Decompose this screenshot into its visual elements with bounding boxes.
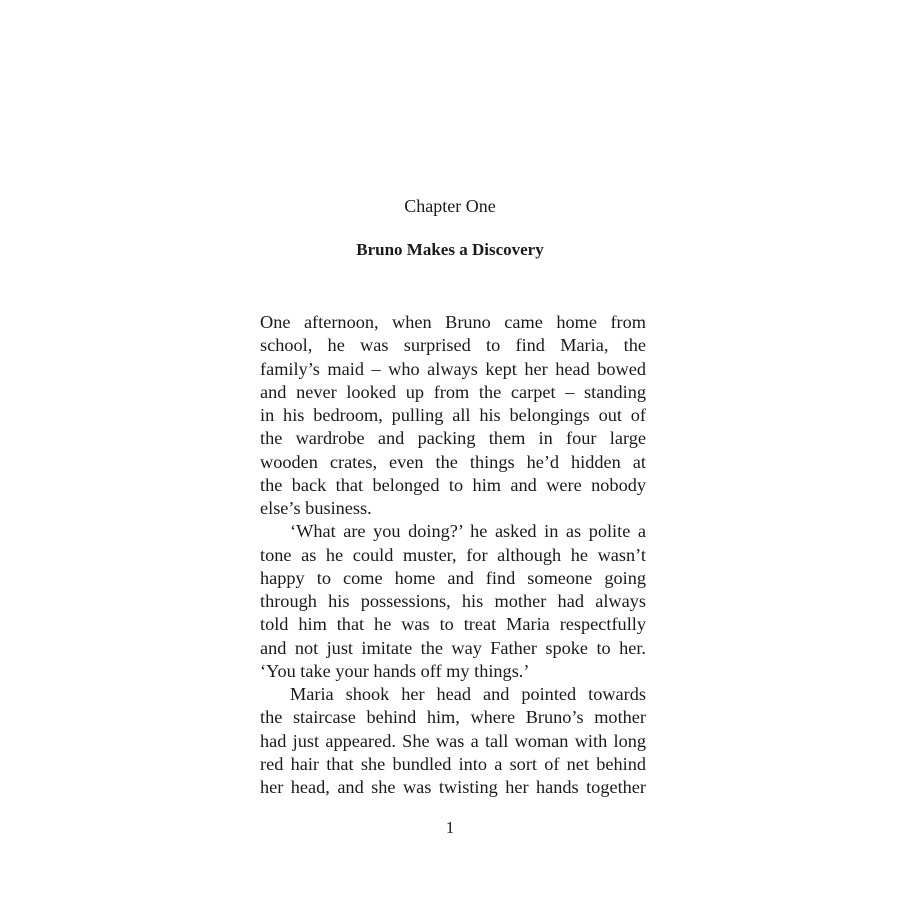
paragraph-line: tone as he could muster, for although he wasn’t: [260, 544, 646, 565]
body-text: [260, 311, 646, 799]
paragraph-line: had just appeared. She was a tall woman with long: [260, 730, 646, 751]
paragraph-line: red hair that she bundled into a sort of net behind: [260, 753, 646, 774]
paragraph-line: through his possessions, his mother had always: [260, 591, 646, 611]
paragraph-line: her head, and she was twisting her hands together: [260, 777, 646, 797]
paragraph-line: in his bedroom, pulling all his belongings out of: [260, 405, 646, 425]
paragraph-line: wooden crates, even the things he’d hidden at: [260, 451, 646, 472]
paragraph-line: else’s business.: [260, 498, 372, 518]
paragraph-line: and not just imitate the way Father spoke to her.: [260, 637, 646, 658]
paragraph-line: One afternoon, when Bruno came home from: [260, 312, 646, 332]
page-number: 1: [445, 818, 455, 837]
paragraph-line: Maria shook her head and pointed towards: [290, 684, 646, 704]
chapter-title: Bruno Makes a Discovery: [356, 240, 544, 259]
chapter-label: Chapter One: [404, 196, 496, 216]
paragraph-line: ‘You take your hands off my things.’: [260, 660, 530, 681]
paragraph-line: family’s maid – who always kept her head bowed: [260, 358, 646, 379]
paragraph-line: school, he was surprised to find Maria, the: [260, 335, 646, 356]
paragraph-line: the wardrobe and packing them in four large: [260, 428, 646, 449]
paragraph-line: told him that he was to treat Maria respectfully: [260, 614, 646, 635]
paragraph-line: ‘What are you doing?’ he asked in as polite a: [290, 521, 646, 542]
paragraph-line: the back that belonged to him and were nobody: [260, 474, 646, 495]
paragraph-line: happy to come home and find someone going: [260, 567, 646, 588]
paragraph-line: the staircase behind him, where Bruno’s mother: [260, 707, 646, 728]
paragraph-line: and never looked up from the carpet – standing: [260, 381, 646, 402]
